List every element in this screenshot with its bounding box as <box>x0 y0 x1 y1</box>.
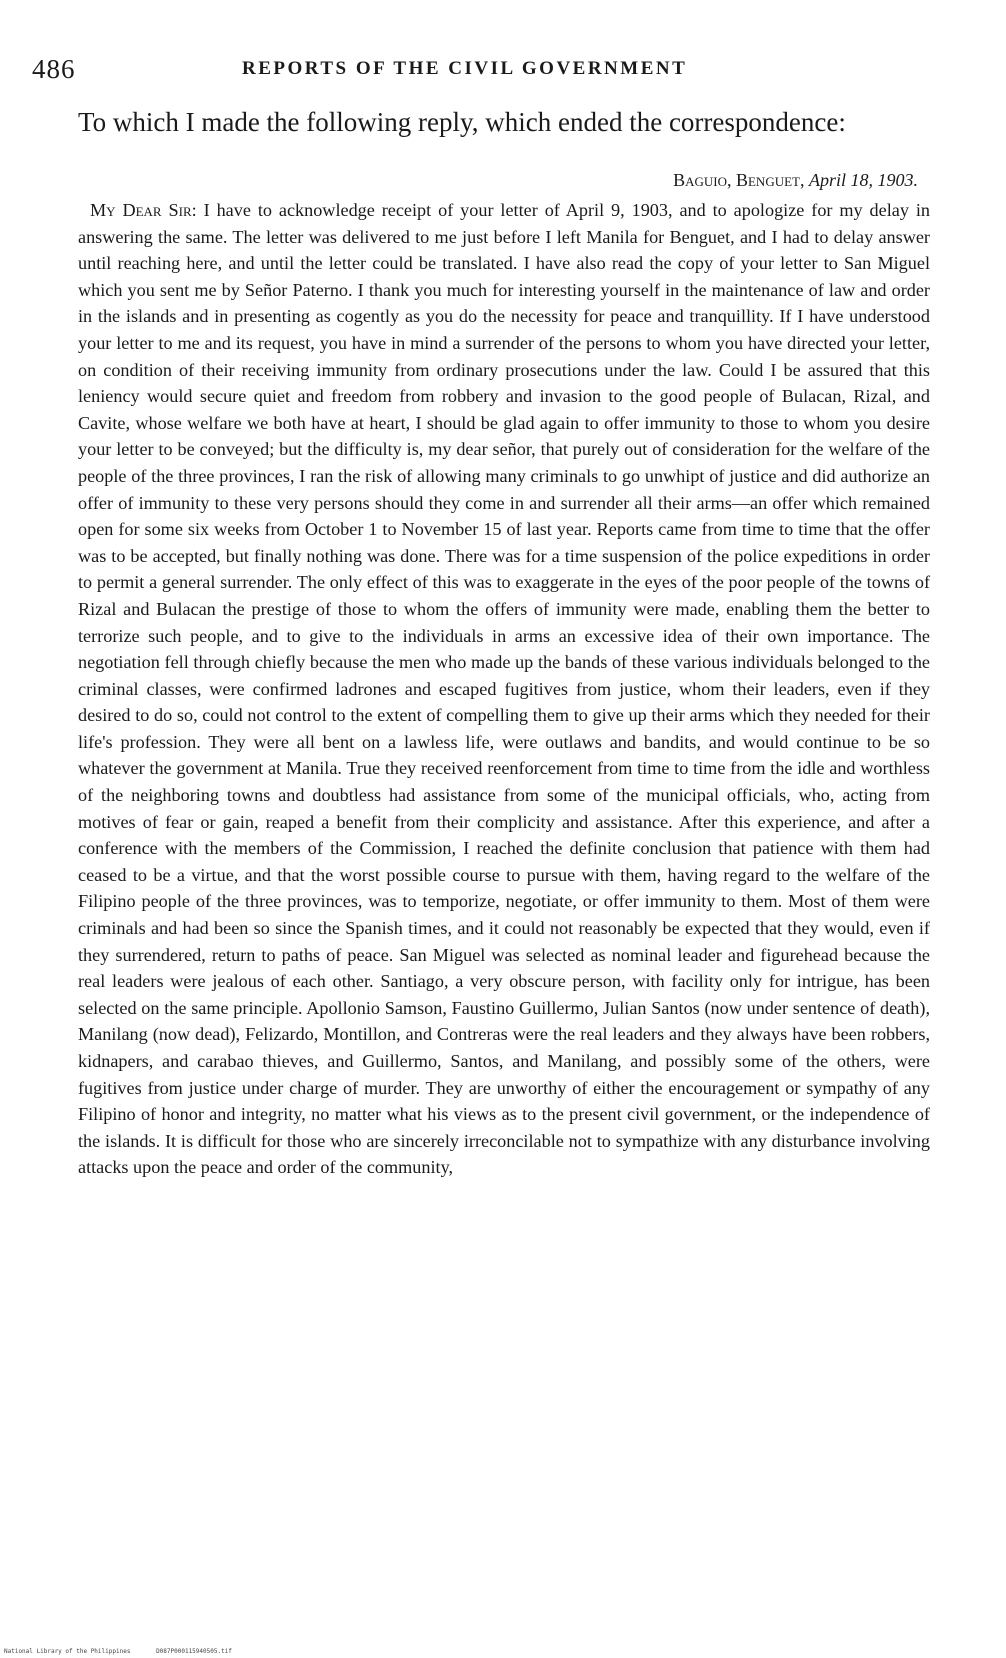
dateline-place: Baguio, Benguet, <box>673 170 805 190</box>
letter-body <box>78 197 930 1181</box>
page-number: 486 <box>32 54 76 84</box>
intro-paragraph: To which I made the following reply, which ended the correspondence: <box>78 107 846 137</box>
footer-library: National Library of the Philippines <box>4 1648 131 1655</box>
scan-footer <box>4 1648 254 1655</box>
dateline-date: April 18, 1903. <box>808 170 918 190</box>
dateline <box>673 168 918 192</box>
letter-text: I have to acknowledge receipt of your letter of April 9, 1903, and to apologize for my delay in answering the same. The letter was delivered to me just before I left Manila for Benguet, and I had to delay answer until reaching here, and until the letter could be translated. I have also read the copy of your letter to San Miguel which you sent me by Señor Paterno. I thank you much for interesting yourself in the maintenance of law and order in the islands and in presenting as cogently as you do the necessity for peace and tranquillity. If I have understood your letter to me and its request, you have in mind a surrender of the persons to whom you have directed your letter, on condition of their receiving immunity from ordinary prosecutions under the law. Could I be assured that this leniency would secure quiet and freedom from robbery and invasion to the good people of Bulacan, Rizal, and Cavite, whose welfare we both have at heart, I should be glad again to offer immunity to those to whom you desire your letter to be conveyed; but the difficulty is, my dear señor, that purely out of consideration for the welfare of the people of the three provinces, I ran the risk of allowing many criminals to go unwhipt of justice and did authorize an offer of immunity to these very persons should they come in and surrender all their arms—an offer which remained open for some six weeks from October 1 to November 15 of last year. Reports came from time to time that the offer was to be accepted, but finally nothing was done. There was for a time suspension of the police expeditions in order to permit a general surrender. The only effect of this was to exaggerate in the eyes of the poor people of the towns of Rizal and Bulacan the prestige of those to whom the offers of immunity were made, enabling them the better to terrorize such people, and to give to the individuals in arms an excessive idea of their own importance. The negotiation fell through chiefly because the men who made up the bands of these various individuals belonged to the criminal classes, were confirmed ladrones and escaped fugitives from justice, whom their leaders, even if they desired to do so, could not control to the extent of compelling them to give up their arms which they needed for their life's profession. They were all bent on a lawless life, were outlaws and bandits, and would continue to be so whatever the government at Manila. True they received reenforcement from time to time from the idle and worthless of the neighboring towns and doubtless had assistance from some of the municipal officials, who, acting from motives of fear or gain, reaped a benefit from their complicity and assistance. After this experience, and after a conference with the members of the Commission, I reached the definite conclusion that patience with them had ceased to be a virtue, and that the worst possible course to pursue with them, having regard to the welfare of the Filipino people of the three provinces, was to temporize, negotiate, or offer immunity to them. Most of them were criminals and had been so since the Spanish times, and it could not reasonably be expected that they would, even if they surrendered, return to paths of peace. San Miguel was selected as nominal leader and figurehead because the real leaders were jealous of each other. Santiago, a very obscure person, with facility only for intrigue, has been selected on the same principle. Apollonio Samson, Faustino Guillermo, Julian Santos (now under sentence of death), Manilang (now dead), Felizardo, Montillon, and Contreras were the real leaders and they always have been robbers, kidnapers, and carabao thieves, and Guillermo, Santos, and Manilang, and possibly some of the others, were fugitives from justice under charge of murder. They are unworthy of either the encouragement or sympathy of any Filipino of honor and integrity, no matter what his views as to the present civil government, or the independence of the islands. It is difficult for those who are sincerely irreconcilable not to sympathize with any disturbance involving attacks upon the peace and order of the community, <box>78 200 930 1178</box>
letter-salutation: My Dear Sir: <box>90 200 197 220</box>
footer-file-id: D087P000115940505.tif <box>156 1648 232 1655</box>
running-head: REPORTS OF THE CIVIL GOVERNMENT <box>242 58 688 79</box>
